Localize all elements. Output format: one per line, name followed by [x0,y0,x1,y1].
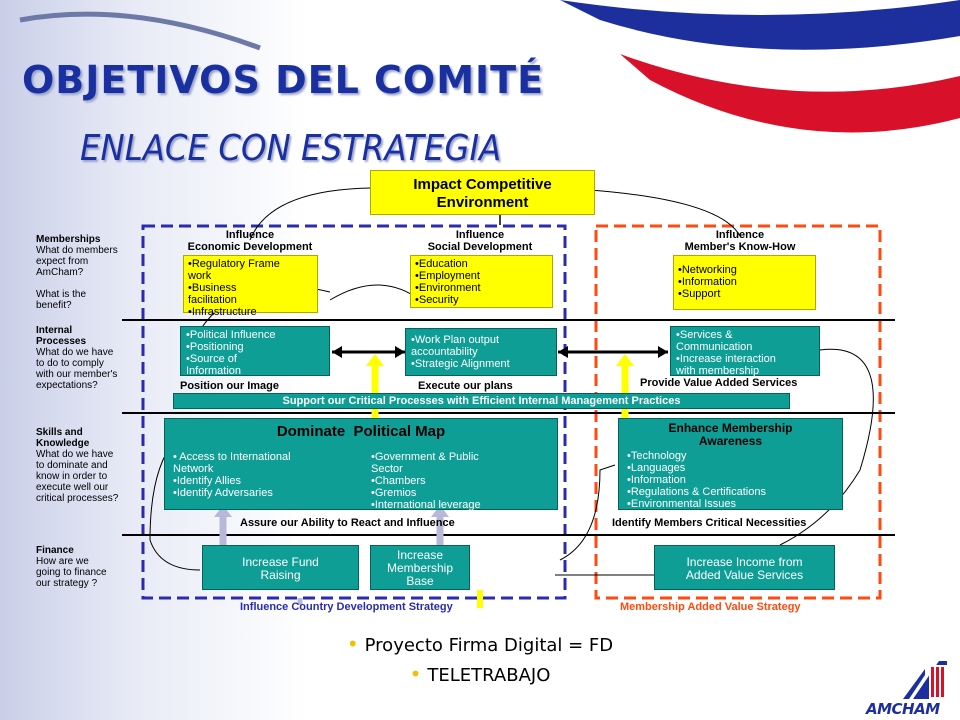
row-label-title: Finance [36,545,74,556]
caption-value-added: Provide Value Added Services [640,377,798,389]
row-label-skills [36,427,146,504]
row-label-line: What do members [36,245,118,256]
finance-line: Membership [386,561,454,575]
list-item: •Strategic Alignment [411,358,510,370]
caption-assure-ability: Assure our Ability to React and Influence [240,517,455,529]
strategy-label-red: Membership Added Value Strategy [620,601,801,613]
row-label-spacer [36,278,136,289]
row-label-line: to dominate and [36,460,108,471]
list-item: •International leverage [371,499,481,511]
header-line: Social Development [427,241,533,253]
row-label-line: Knowledge [36,438,90,449]
caption-identify-necessities: Identify Members Critical Necessities [612,517,807,529]
finance-box-income [654,545,835,590]
row-label-line: How are we [36,556,89,567]
bullet-text: Proyecto Firma Digital = FD [364,635,614,656]
list-item: •Regulatory Frame [188,258,280,270]
list-item: Network [173,463,214,475]
finance-line: Increase Fund [242,555,319,569]
impact-box [370,170,595,215]
row-label-line: going to finance [36,567,107,578]
row-label-line: our strategy ? [36,578,98,589]
page-title: OBJETIVOS DEL COMITÉ [22,58,545,102]
list-item: •Identify Allies [173,475,242,487]
column-header-knowhow [660,229,820,253]
list-item: •Regulations & Certifications [627,486,766,498]
row-label-title: Memberships [36,234,101,245]
header-line: Influence [715,229,765,241]
list-item: •Chambers [371,475,426,487]
amcham-logo-text: AMCHAM [866,700,940,718]
list-item: •Education [415,258,468,270]
impact-line-2: Environment [436,194,529,211]
dominate-box [164,418,558,510]
knowhow-items-box [673,255,816,310]
bullet-item [0,632,960,656]
list-item: Sector [371,463,403,475]
finance-line: Increase Income from [686,555,803,569]
row-label-line: critical processes? [36,493,119,504]
row-label-line: execute well our [36,482,109,493]
list-item: •Employment [415,270,480,282]
process-box-execute [405,328,557,376]
process-box-position [180,326,330,376]
list-item: •Identify Adversaries [173,487,273,499]
dominate-left-list [173,451,291,499]
row-label-title: Internal [36,325,73,336]
list-item: facilitation [188,294,237,306]
row-label-line: to do to comply [36,358,104,369]
list-item: •Source of [186,353,237,365]
row-label-line: What do we have [36,347,114,358]
row-label-title: Skills and [36,427,83,438]
list-item: Information [186,365,242,377]
header-line: Member's Know-How [684,241,796,253]
dominate-right-list [371,451,481,511]
list-item: •Technology [627,450,687,462]
bottom-bullets [0,632,960,692]
list-item: •Political Influence [186,329,276,341]
finance-box-membership [370,545,470,590]
row-label-line: Processes [36,336,87,347]
row-label-internal [36,325,146,391]
list-item: •Services & [676,329,733,341]
column-header-social [400,229,560,253]
row-label-line: with our member's [36,369,118,380]
finance-line: Raising [260,568,301,582]
caption-position-image: Position our Image [180,380,280,392]
list-item: •Infrastructure [188,306,257,318]
list-item: •Gremios [371,487,417,499]
row-label-line: know in order to [36,471,108,482]
header-line: Economic Development [187,241,313,253]
finance-line: Base [406,574,434,588]
row-label-line: expect from [36,256,89,267]
economic-items-box [183,255,318,318]
list-item: •Environment [415,282,481,294]
list-item: •Environmental Issues [627,498,737,510]
bullet-dot-icon: • [409,662,422,686]
header-line: Influence [225,229,275,241]
list-item: •Business [188,282,237,294]
list-item: •Languages [627,462,686,474]
finance-line: Increase [396,548,444,562]
bullet-text: TELETRABAJO [427,665,551,686]
list-item: •Increase interaction [676,353,776,365]
row-label-line: What do we have [36,449,114,460]
row-label-line: AmCham? [36,267,84,278]
impact-line-1: Impact Competitive [413,176,552,193]
list-item: •Information [678,276,737,288]
social-items-box [410,255,553,308]
process-box-value [670,326,820,376]
row-label-finance [36,545,146,589]
list-item: •Work Plan output [411,334,500,346]
row-label-line: What is the [36,289,87,300]
enhance-box [618,418,843,510]
list-item: •Support [678,288,721,300]
list-item: •Positioning [186,341,244,353]
enhance-title-line: Awareness [698,434,763,448]
strategy-label-blue: Influence Country Development Strategy [240,601,453,613]
page-subtitle: ENLACE CON ESTRATEGIA [80,128,502,169]
list-item: Communication [676,341,753,353]
list-item: •Networking [678,264,737,276]
row-label-line: expectations? [36,380,98,391]
list-item: • Access to International [173,451,291,463]
list-item: •Information [627,474,686,486]
bullet-dot-icon: • [346,632,359,656]
header-line: Influence [455,229,505,241]
finance-box-fundraising [202,545,359,590]
caption-execute-plans: Execute our plans [418,380,513,392]
dominate-title: Dominate Political Map [276,423,446,440]
column-header-economic [160,229,340,253]
row-label-line: benefit? [36,300,72,311]
bullet-item [0,662,960,686]
list-item: •Security [415,294,459,306]
support-bar: Support our Critical Processes with Efficient Internal Management Practices [173,393,790,409]
list-item: with membership [676,365,760,377]
list-item: work [188,270,212,282]
list-item: •Government & Public [371,451,479,463]
row-label-memberships [36,234,136,311]
list-item: accountability [411,346,478,358]
finance-line: Added Value Services [685,568,804,582]
enhance-title-line: Enhance Membership [668,421,793,435]
